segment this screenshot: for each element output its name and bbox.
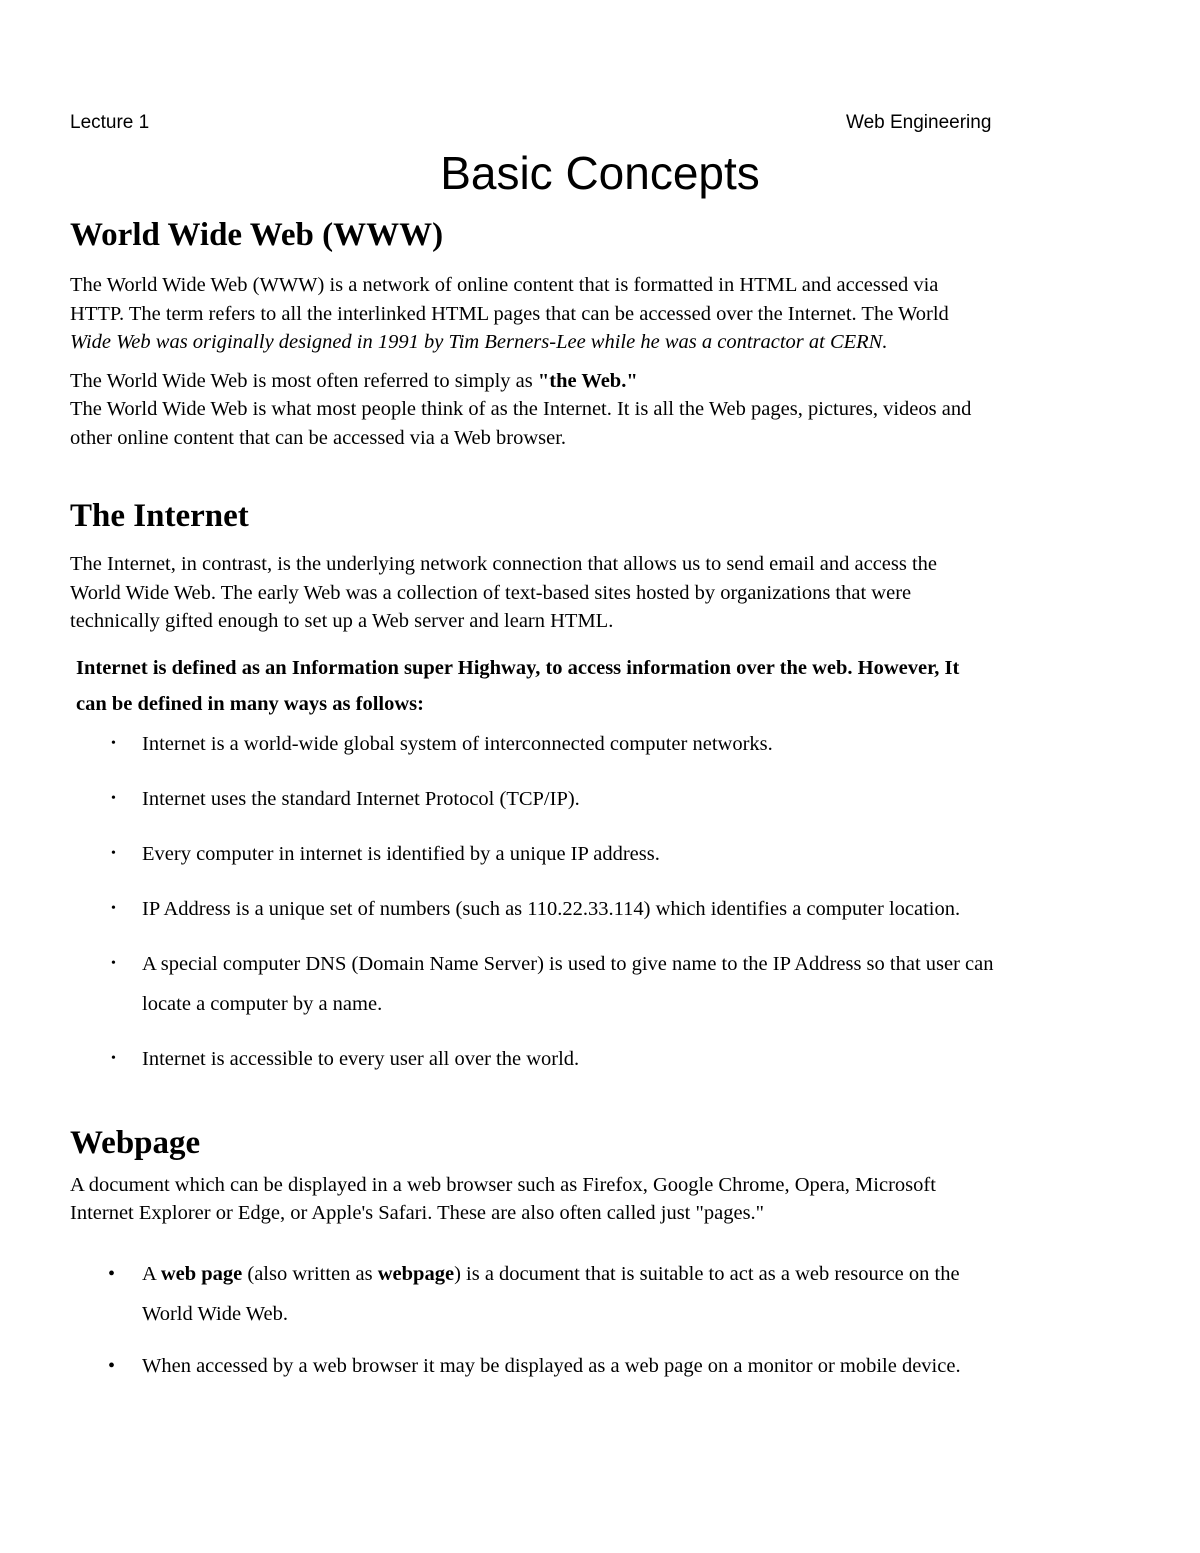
bullet-icon: • xyxy=(111,900,116,916)
list-item-text-continued: World Wide Web. xyxy=(142,1302,288,1325)
section-heading-webpage: Webpage xyxy=(70,1124,201,1161)
list-item xyxy=(70,1346,1140,1386)
internet-p1-line2: World Wide Web. The early Web was a collection of text-based sites hosted by organizations that were xyxy=(70,581,912,604)
webpage-bullet-list xyxy=(70,1254,1140,1386)
term-web-page: web page xyxy=(160,1262,243,1285)
header-lecture-label: Lecture 1 xyxy=(70,112,150,133)
page-title: Basic Concepts xyxy=(440,147,760,199)
bullet-icon: • xyxy=(111,790,116,806)
list-item-text: A special computer DNS (Domain Name Server) is used to give name to the IP Address so that user can xyxy=(142,952,994,975)
www-p1-line2: HTTP. The term refers to all the interlinked HTML pages that can be accessed over the Internet. The World xyxy=(70,302,949,325)
bullet-icon: • xyxy=(111,845,116,861)
bullet-icon: • xyxy=(111,955,116,971)
list-item-text: Internet is a world-wide global system of interconnected computer networks. xyxy=(142,732,773,755)
section-heading-internet: The Internet xyxy=(70,498,249,534)
list-item xyxy=(70,724,1140,764)
bullet-icon: • xyxy=(111,735,116,751)
bullet-icon: • xyxy=(108,1262,116,1285)
list-item xyxy=(70,834,1140,874)
internet-paragraph-1 xyxy=(70,550,1140,636)
list-item-text: (also written as xyxy=(242,1262,378,1285)
www-p3-line1: The World Wide Web is what most people think of as the Internet. It is all the Web pages, pictures, videos and xyxy=(70,398,972,420)
internet-p1-line1: The Internet, in contrast, is the underlying network connection that allows us to send email and access the xyxy=(70,553,938,575)
list-item xyxy=(70,1039,1140,1079)
list-item xyxy=(70,1254,1140,1334)
list-item-text: IP Address is a unique set of numbers (such as 110.22.33.114) which identifies a computer location. xyxy=(142,897,961,920)
www-paragraph-3 xyxy=(70,395,1140,452)
header-course-label: Web Engineering xyxy=(846,112,992,133)
list-item-text: ) is a document that is suitable to act as a web resource on the xyxy=(454,1262,960,1285)
list-item xyxy=(70,889,1140,929)
www-p1-line3-italic: Wide Web was originally designed in 1991 by Tim Berners-Lee while he was a contractor at CERN. xyxy=(70,331,888,353)
bullet-icon: • xyxy=(108,1354,116,1377)
internet-definition-lead xyxy=(70,650,1140,722)
webpage-paragraph-1 xyxy=(70,1171,1140,1228)
internet-lead-line1: Internet is defined as an Information super Highway, to access information over the web. However, It xyxy=(76,656,960,679)
list-item xyxy=(70,779,1140,819)
document-body xyxy=(70,213,1140,1386)
www-paragraph-1 xyxy=(70,271,1140,357)
internet-lead-line2: can be defined in many ways as follows: xyxy=(76,692,424,715)
bullet-icon: • xyxy=(111,1050,116,1066)
term-webpage: webpage xyxy=(377,1262,455,1285)
section-heading-www: World Wide Web (WWW) xyxy=(70,217,444,253)
www-p2-bold: "the Web." xyxy=(537,369,638,392)
list-item-text: A xyxy=(142,1262,161,1285)
list-item-text-continued: locate a computer by a name. xyxy=(142,992,383,1015)
www-p1-line1: The World Wide Web (WWW) is a network of online content that is formatted in HTML and accessed via xyxy=(70,274,939,296)
www-p2-text: The World Wide Web is most often referred to simply as xyxy=(70,369,538,392)
internet-bullet-list xyxy=(70,724,1140,1079)
webpage-p1-line2: Internet Explorer or Edge, or Apple's Safari. These are also often called just "pages." xyxy=(70,1202,765,1224)
www-paragraph-2 xyxy=(70,367,1140,396)
webpage-p1-line1: A document which can be displayed in a web browser such as Firefox, Google Chrome, Opera, Microsoft xyxy=(70,1173,936,1196)
list-item xyxy=(70,944,1140,1024)
list-item-text: Every computer in internet is identified by a unique IP address. xyxy=(142,842,660,865)
list-item-text: Internet uses the standard Internet Protocol (TCP/IP). xyxy=(142,787,580,810)
list-item-text: When accessed by a web browser it may be displayed as a web page on a monitor or mobile device. xyxy=(142,1354,961,1377)
www-p3-line2: other online content that can be accessed via a Web browser. xyxy=(70,426,567,449)
list-item-text: Internet is accessible to every user all over the world. xyxy=(142,1047,580,1070)
internet-p1-line3: technically gifted enough to set up a Web server and learn HTML. xyxy=(70,610,614,632)
